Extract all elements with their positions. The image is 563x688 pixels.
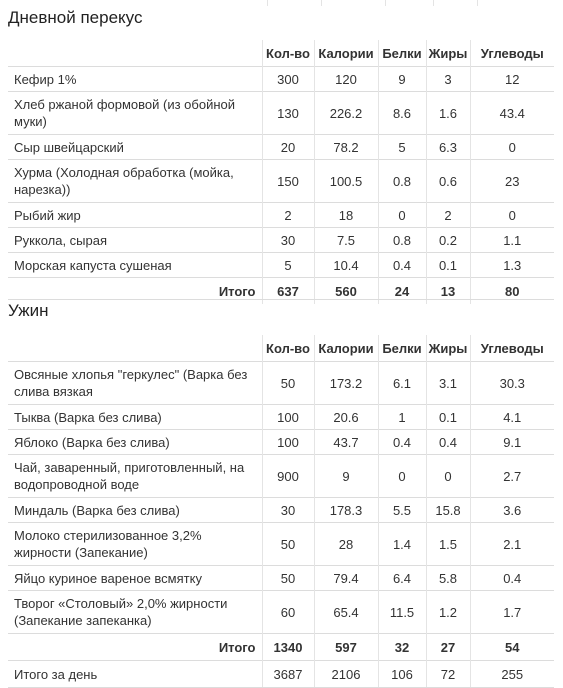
table-row (8, 566, 554, 591)
food-protein: 1.4 (378, 523, 426, 566)
food-calories: 226.2 (314, 92, 378, 135)
food-carbs: 2.7 (470, 455, 554, 498)
table-divider (477, 0, 478, 6)
food-protein: 6.1 (378, 362, 426, 405)
food-fat: 6.3 (426, 135, 470, 160)
header-calories: Калории (314, 335, 378, 362)
food-fat: 2 (426, 203, 470, 228)
table-row (8, 498, 554, 523)
food-fat: 5.8 (426, 566, 470, 591)
table-row (8, 405, 554, 430)
table-row (8, 591, 554, 634)
header-protein: Белки (378, 335, 426, 362)
food-calories: 18 (314, 203, 378, 228)
food-protein: 0 (378, 455, 426, 498)
total-calories: 597 (314, 634, 378, 661)
total-row (8, 634, 554, 661)
header-qty: Кол-во (262, 335, 314, 362)
food-name: Кефир 1% (8, 67, 262, 92)
food-calories: 43.7 (314, 430, 378, 455)
dinner-section-title: Ужин (8, 301, 49, 320)
food-qty: 5 (262, 253, 314, 278)
food-calories: 120 (314, 67, 378, 92)
food-calories: 9 (314, 455, 378, 498)
header-calories: Калории (314, 40, 378, 67)
header-fat: Жиры (426, 40, 470, 67)
food-carbs: 1.1 (470, 228, 554, 253)
table-header-row (8, 335, 554, 362)
food-qty: 2 (262, 203, 314, 228)
table-row (8, 67, 554, 92)
day-total-qty: 3687 (262, 661, 314, 688)
table-row (8, 135, 554, 160)
food-fat: 15.8 (426, 498, 470, 523)
day-total-row (8, 661, 554, 688)
food-protein: 6.4 (378, 566, 426, 591)
food-carbs: 9.1 (470, 430, 554, 455)
header-carbs: Углеводы (470, 335, 554, 362)
total-qty: 637 (262, 278, 314, 305)
food-protein: 0.8 (378, 160, 426, 203)
table-row (8, 362, 554, 405)
snack-table (8, 40, 554, 304)
header-name (8, 335, 262, 362)
food-name: Сыр швейцарский (8, 135, 262, 160)
food-qty: 50 (262, 566, 314, 591)
food-calories: 65.4 (314, 591, 378, 634)
food-qty: 30 (262, 498, 314, 523)
food-name: Рыбий жир (8, 203, 262, 228)
food-carbs: 0 (470, 135, 554, 160)
total-fat: 13 (426, 278, 470, 305)
food-name: Руккола, сырая (8, 228, 262, 253)
total-fat: 27 (426, 634, 470, 661)
total-label: Итого (8, 278, 262, 305)
total-protein: 32 (378, 634, 426, 661)
food-name: Молоко стерилизованное 3,2% жирности (Запекание) (8, 523, 262, 566)
food-protein: 5.5 (378, 498, 426, 523)
food-fat: 3.1 (426, 362, 470, 405)
food-qty: 20 (262, 135, 314, 160)
food-fat: 0.1 (426, 253, 470, 278)
food-carbs: 30.3 (470, 362, 554, 405)
food-fat: 1.6 (426, 92, 470, 135)
food-calories: 28 (314, 523, 378, 566)
food-calories: 178.3 (314, 498, 378, 523)
food-calories: 100.5 (314, 160, 378, 203)
food-protein: 5 (378, 135, 426, 160)
total-row (8, 278, 554, 305)
food-fat: 1.5 (426, 523, 470, 566)
snack-section-title: Дневной перекус (8, 8, 143, 27)
table-row (8, 523, 554, 566)
table-row (8, 92, 554, 135)
table-row (8, 253, 554, 278)
food-protein: 0.4 (378, 430, 426, 455)
food-calories: 78.2 (314, 135, 378, 160)
food-protein: 0 (378, 203, 426, 228)
dinner-table (8, 335, 554, 688)
food-fat: 0.2 (426, 228, 470, 253)
food-calories: 79.4 (314, 566, 378, 591)
food-calories: 20.6 (314, 405, 378, 430)
food-protein: 0.4 (378, 253, 426, 278)
food-protein: 1 (378, 405, 426, 430)
food-carbs: 0 (470, 203, 554, 228)
food-qty: 30 (262, 228, 314, 253)
table-row (8, 203, 554, 228)
food-qty: 150 (262, 160, 314, 203)
table-row (8, 455, 554, 498)
total-qty: 1340 (262, 634, 314, 661)
food-carbs: 3.6 (470, 498, 554, 523)
food-calories: 7.5 (314, 228, 378, 253)
total-carbs: 54 (470, 634, 554, 661)
food-name: Тыква (Варка без слива) (8, 405, 262, 430)
food-carbs: 23 (470, 160, 554, 203)
food-carbs: 2.1 (470, 523, 554, 566)
food-name: Чай, заваренный, приготовленный, на водопроводной воде (8, 455, 262, 498)
day-total-label: Итого за день (8, 661, 262, 688)
food-protein: 8.6 (378, 92, 426, 135)
table-row (8, 160, 554, 203)
food-fat: 3 (426, 67, 470, 92)
total-calories: 560 (314, 278, 378, 305)
food-fat: 0 (426, 455, 470, 498)
food-calories: 10.4 (314, 253, 378, 278)
food-name: Хурма (Холодная обработка (мойка, нарезка)) (8, 160, 262, 203)
food-qty: 100 (262, 430, 314, 455)
food-fat: 0.4 (426, 430, 470, 455)
food-carbs: 43.4 (470, 92, 554, 135)
food-fat: 0.1 (426, 405, 470, 430)
table-row (8, 228, 554, 253)
food-carbs: 1.7 (470, 591, 554, 634)
header-qty: Кол-во (262, 40, 314, 67)
food-protein: 0.8 (378, 228, 426, 253)
food-qty: 50 (262, 362, 314, 405)
day-total-calories: 2106 (314, 661, 378, 688)
day-total-protein: 106 (378, 661, 426, 688)
day-total-fat: 72 (426, 661, 470, 688)
total-carbs: 80 (470, 278, 554, 305)
food-name: Творог «Столовый» 2,0% жирности (Запекание запеканка) (8, 591, 262, 634)
food-carbs: 1.3 (470, 253, 554, 278)
food-name: Яйцо куриное вареное всмятку (8, 566, 262, 591)
food-protein: 9 (378, 67, 426, 92)
table-row (8, 430, 554, 455)
food-fat: 1.2 (426, 591, 470, 634)
table-divider (267, 0, 268, 6)
food-fat: 0.6 (426, 160, 470, 203)
header-protein: Белки (378, 40, 426, 67)
food-name: Хлеб ржаной формовой (из обойной муки) (8, 92, 262, 135)
food-carbs: 0.4 (470, 566, 554, 591)
table-divider (433, 0, 434, 6)
food-name: Морская капуста сушеная (8, 253, 262, 278)
food-name: Миндаль (Варка без слива) (8, 498, 262, 523)
day-total-carbs: 255 (470, 661, 554, 688)
food-name: Овсяные хлопья "геркулес" (Варка без слива вязкая (8, 362, 262, 405)
food-qty: 100 (262, 405, 314, 430)
table-divider (321, 0, 322, 6)
food-name: Яблоко (Варка без слива) (8, 430, 262, 455)
total-protein: 24 (378, 278, 426, 305)
section-divider (8, 299, 554, 300)
food-protein: 11.5 (378, 591, 426, 634)
total-label: Итого (8, 634, 262, 661)
food-calories: 173.2 (314, 362, 378, 405)
food-carbs: 4.1 (470, 405, 554, 430)
table-header-row (8, 40, 554, 67)
food-qty: 130 (262, 92, 314, 135)
header-carbs: Углеводы (470, 40, 554, 67)
food-qty: 900 (262, 455, 314, 498)
food-carbs: 12 (470, 67, 554, 92)
header-name (8, 40, 262, 67)
table-divider (385, 0, 386, 6)
header-fat: Жиры (426, 335, 470, 362)
food-qty: 60 (262, 591, 314, 634)
food-qty: 50 (262, 523, 314, 566)
food-qty: 300 (262, 67, 314, 92)
